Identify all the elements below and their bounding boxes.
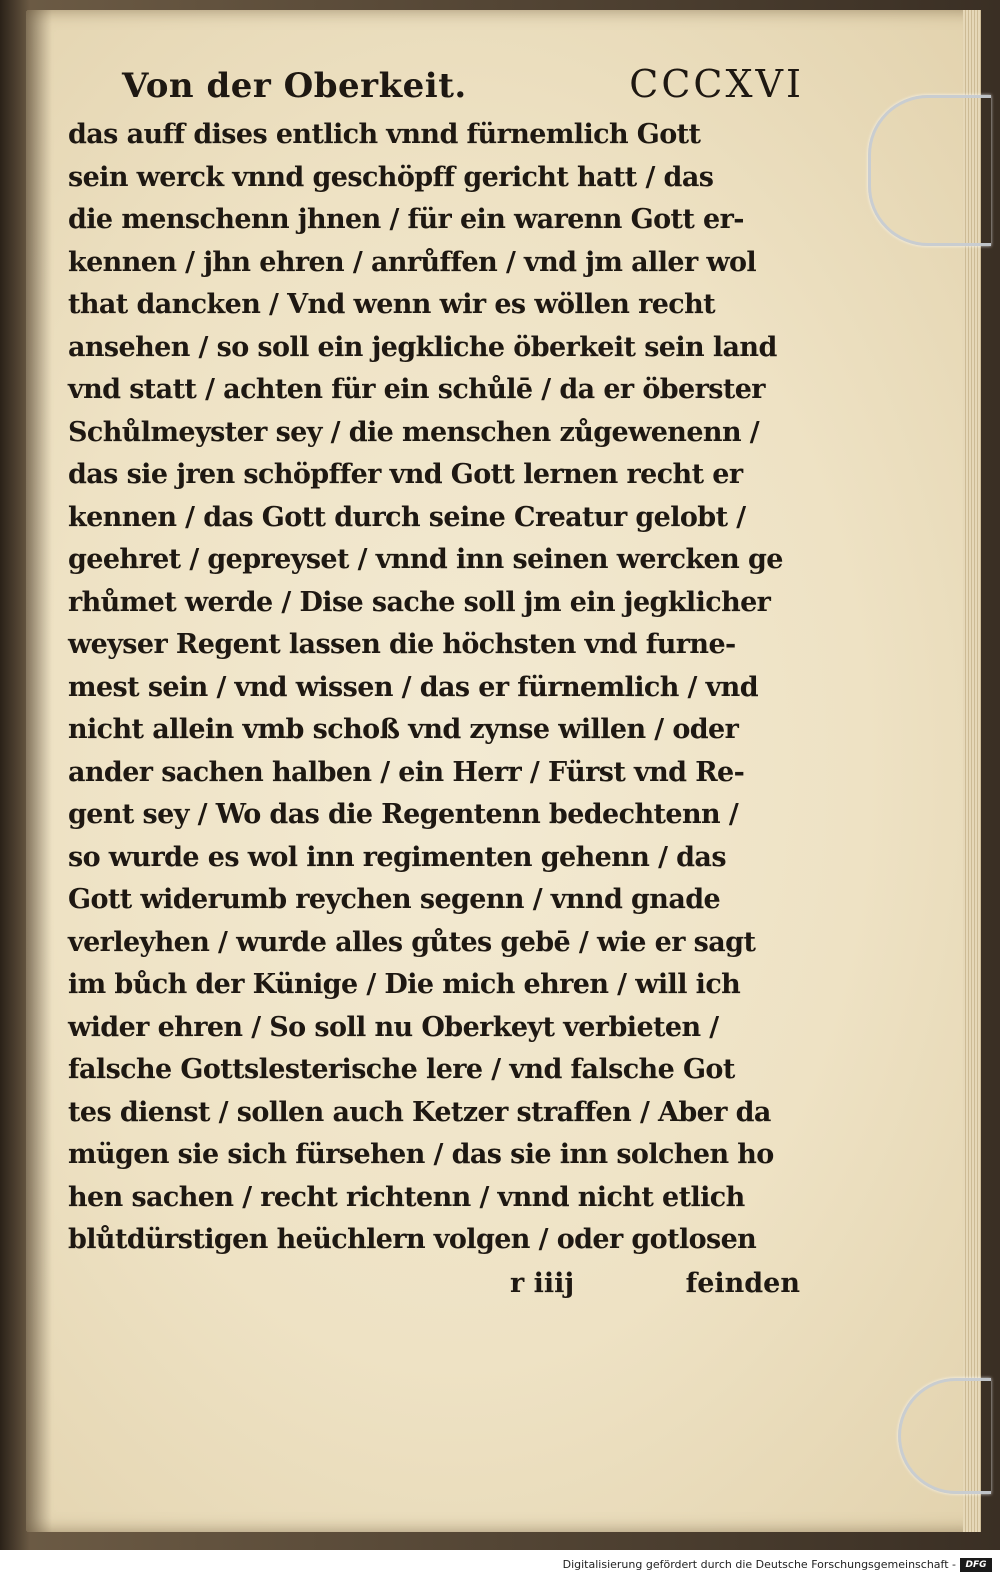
dfg-logo: DFG — [960, 1558, 992, 1572]
text-block — [60, 62, 804, 1310]
catchword: feinden — [685, 1267, 800, 1299]
text-line: ansehen / so soll ein jegkliche öberkeit sein land — [68, 331, 777, 363]
running-head: Von der Oberkeit. — [122, 66, 467, 106]
text-line: hen sachen / recht richtenn / vnnd nicht etlich — [68, 1181, 745, 1213]
text-line: vnd statt / achten für ein schůlē / da er öberster — [68, 374, 765, 405]
text-line: nicht allein vmb schoß vnd zynse willen / oder — [68, 714, 739, 745]
footer-bar — [0, 1550, 1000, 1585]
text-line: blůtdürstigen heüchlern volgen / oder gotlosen — [68, 1224, 757, 1255]
text-line: kennen / das Gott durch seine Creatur gelobt / — [68, 501, 746, 533]
footer-credit: Digitalisierung gefördert durch die Deutsche Forschungsgemeinschaft - — [562, 1558, 956, 1571]
text-line: that dancken / Vnd wenn wir es wöllen recht — [68, 289, 716, 320]
text-line: ander sachen halben / ein Herr / Fürst vnd Re- — [68, 756, 745, 788]
gutter-shadow — [26, 10, 52, 1532]
text-line: falsche Gottslesterische lere / vnd falsche Got — [68, 1054, 735, 1085]
text-line: weyser Regent lassen die höchsten vnd furne- — [68, 629, 736, 660]
text-line: rhůmet werde / Dise sache soll jm ein jegklicher — [68, 586, 771, 618]
body-text — [60, 114, 800, 1262]
text-line: im bůch der Künige / Die mich ehren / will ich — [68, 969, 741, 1000]
text-line: mest sein / vnd wissen / das er fürnemlich / vnd — [68, 671, 758, 703]
text-line: das sie jren schöpffer vnd Gott lernen recht er — [68, 459, 743, 490]
text-line: so wurde es wol inn regimenten gehenn / das — [68, 841, 726, 873]
text-line: verleyhen / wurde alles gůtes gebē / wie er sagt — [68, 926, 756, 958]
folio-number: CCCXVI — [629, 62, 804, 106]
text-line: gent sey / Wo das die Regentenn bedechtenn / — [68, 799, 739, 830]
page-footer-line — [60, 1262, 800, 1310]
text-line: geehret / gepreyset / vnnd inn seinen wercken ge — [68, 544, 783, 575]
text-line: wider ehren / So soll nu Oberkeyt verbieten / — [68, 1011, 719, 1043]
page-header — [60, 62, 804, 114]
text-line: kennen / jhn ehren / anrůffen / vnd jm aller wol — [68, 246, 757, 278]
text-line: das auff dises entlich vnnd fürnemlich Gott — [68, 119, 701, 150]
text-line: Schůlmeyster sey / die menschen zůgewenenn / — [68, 416, 760, 448]
text-line: Gott widerumb reychen segenn / vnnd gnade — [68, 884, 721, 915]
text-line: mügen sie sich fürsehen / das sie inn solchen ho — [68, 1139, 774, 1170]
text-line: sein werck vnnd geschöpff gericht hatt / das — [68, 161, 714, 193]
page-clip-top — [868, 95, 991, 246]
signature-mark: r iiij — [510, 1267, 575, 1299]
text-line: tes dienst / sollen auch Ketzer straffen / Aber da — [68, 1096, 771, 1128]
text-line: die menschenn jhnen / für ein warenn Gott er- — [68, 204, 744, 235]
